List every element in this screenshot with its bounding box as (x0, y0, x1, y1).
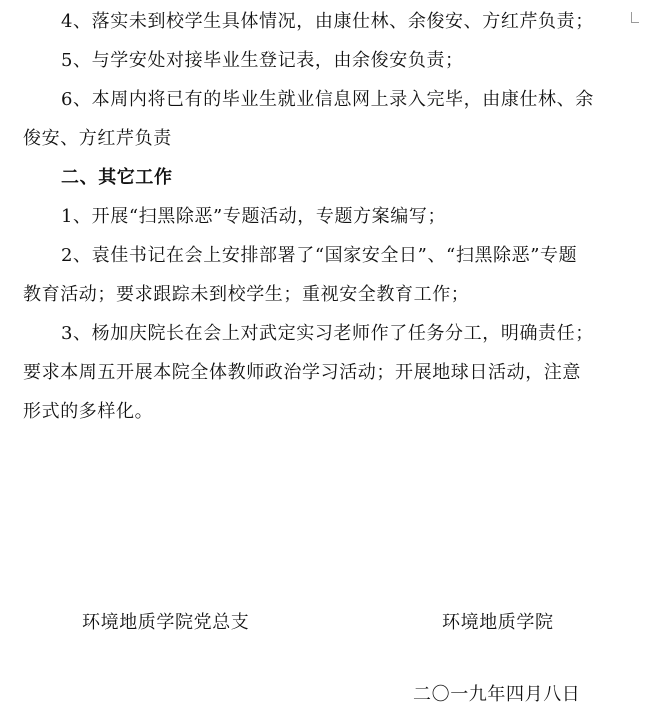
section-heading: 二、其它工作 (61, 167, 173, 188)
paragraph-other-2-line-1: 2、袁佳书记在会上安排部署了“国家安全日”、“扫黑除恶”专题 (61, 245, 578, 266)
paragraph-other-3-line-2: 要求本周五开展本院全体教师政治学习活动；开展地球日活动，注意 (23, 362, 581, 383)
signature-college: 环境地质学院 (442, 612, 554, 633)
paragraph-item-6-line-1: 6、本周内将已有的毕业生就业信息网上录入完毕，由康仕林、余 (61, 89, 594, 110)
paragraph-item-4: 4、落实未到校学生具体情况，由康仕林、余俊安、方红芹负责； (61, 11, 594, 32)
paragraph-item-6-line-2: 俊安、方红芹负责 (23, 128, 172, 149)
paragraph-other-1: 1、开展“扫黑除恶”专题活动，专题方案编写； (61, 206, 447, 227)
paragraph-item-5: 5、与学安处对接毕业生登记表，由余俊安负责； (61, 50, 464, 71)
signature-party-branch: 环境地质学院党总支 (82, 612, 250, 633)
paragraph-other-3-line-3: 形式的多样化。 (23, 401, 154, 422)
paragraph-other-3-line-1: 3、杨加庆院长在会上对武定实习老师作了任务分工，明确责任； (61, 323, 594, 344)
text-boundary-mark (631, 12, 639, 23)
paragraph-other-2-line-2: 教育活动；要求跟踪未到校学生；重视安全教育工作； (23, 284, 470, 305)
document-date: 二〇一九年四月八日 (413, 684, 581, 705)
